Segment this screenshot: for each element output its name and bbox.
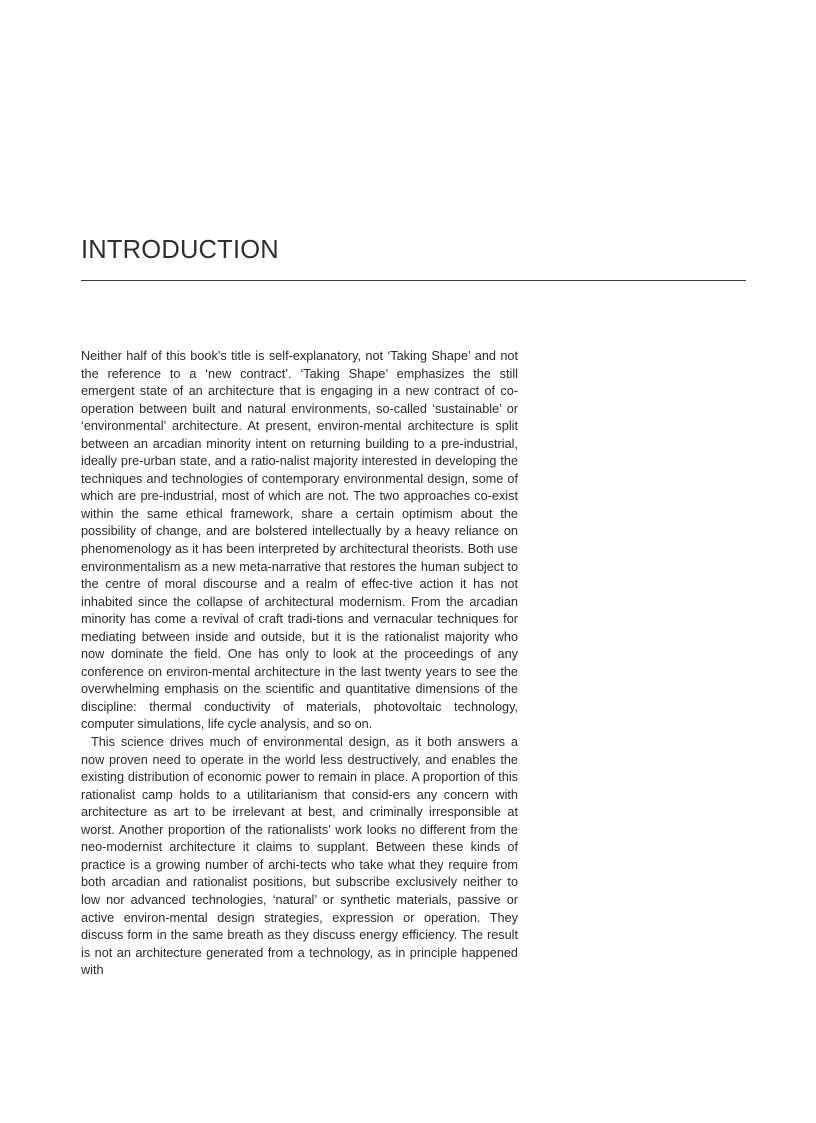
body-text (81, 348, 518, 980)
paragraph-2: This science drives much of environmental design, as it both answers a now proven need to operate in the world less destructively, and enables the existing distribution of economic power to remain in place. A proportion of this rationalist camp holds to a utilitarianism that consid-ers any concern with architecture as art to be irrelevant at best, and criminally irresponsible at worst. Another proportion of the rationalists’ work looks no different from the neo-modernist architecture it claims to supplant. Between these kinds of practice is a growing number of archi-tects who take what they require from both arcadian and rationalist positions, but subscribe exclusively neither to low nor advanced technologies, ‘natural’ or synthetic materials, passive or active environ-mental design strategies, expression or operation. They discuss form in the same breath as they discuss energy efficiency. The result is not an architecture generated from a technology, as in principle happened with (81, 735, 518, 978)
chapter-title: INTRODUCTION (81, 236, 279, 264)
title-divider (81, 280, 746, 281)
paragraph-1: Neither half of this book’s title is self-explanatory, not ‘Taking Shape’ and not the reference to a ‘new contract’. ‘Taking Shape’ emphasizes the still emergent state of an architecture that is engaging in a new contract of co-operation between built and natural environments, so-called ‘sustainable’ or ‘environmental’ architecture. At present, environ-mental architecture is split between an arcadian minority intent on returning building to a pre-industrial, ideally pre-urban state, and a ratio-nalist majority interested in developing the techniques and technologies of contemporary environmental design, some of which are pre-industrial, most of which are not. The two approaches co-exist within the same ethical framework, share a certain optimism about the possibility of change, and are bolstered intellectually by a heavy reliance on phenomenology as it has been interpreted by architectural theorists. Both use environmentalism as a new meta-narrative that restores the human subject to the centre of moral discourse and a realm of effec-tive action it has not inhabited since the collapse of architectural modernism. From the arcadian minority has come a revival of craft tradi-tions and vernacular techniques for mediating between inside and outside, but it is the rationalist majority who now dominate the field. One has only to look at the proceedings of any conference on environ-mental architecture in the last twenty years to see the overwhelming emphasis on the scientific and quantitative dimensions of the discipline: thermal conductivity of materials, photovoltaic technology, computer simulations, life cycle analysis, and so on. (81, 349, 518, 732)
